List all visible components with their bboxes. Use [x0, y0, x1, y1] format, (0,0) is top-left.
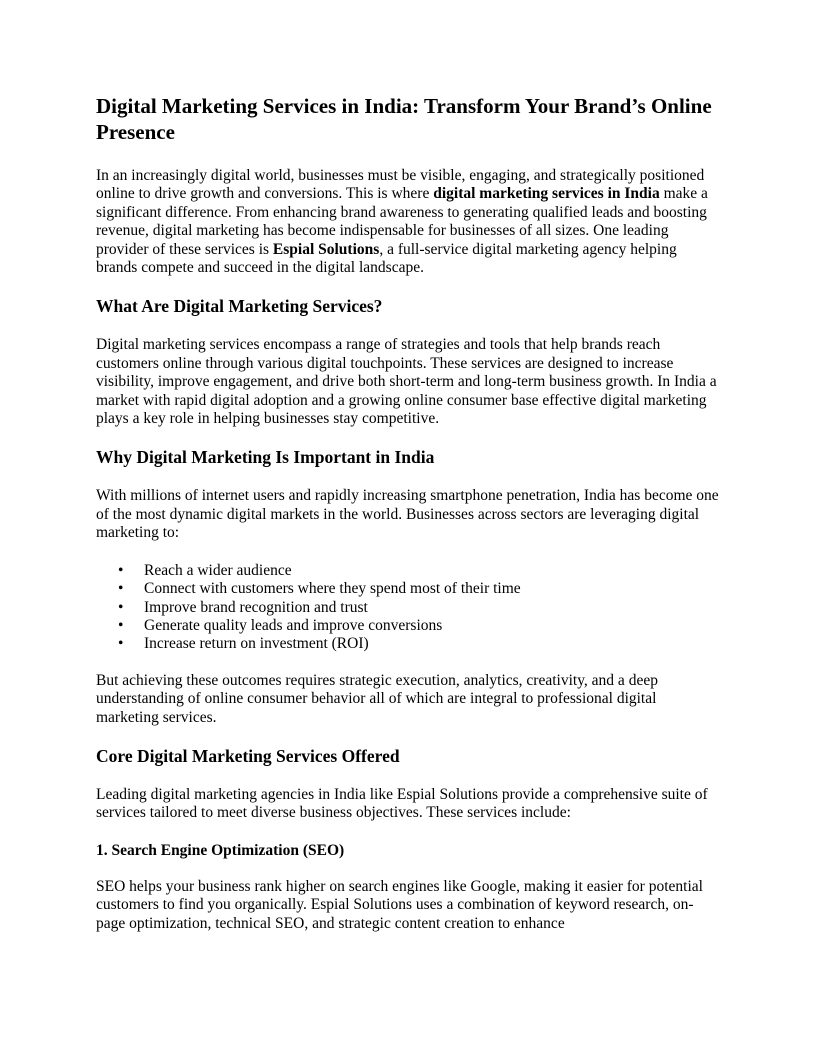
section-paragraph-closing: But achieving these outcomes requires strategic execution, analytics, creativity, and a deep understanding of online consumer behavior all of which are integral to professional digital marketing services.	[96, 671, 658, 726]
intro-bold-keyword: digital marketing services in India	[433, 185, 660, 203]
section-heading-core-services: Core Digital Marketing Services Offered	[96, 745, 400, 766]
bullet-icon: •	[118, 616, 124, 634]
list-item-text: Increase return on investment (ROI)	[144, 635, 369, 653]
subsection-paragraph-seo: SEO helps your business rank higher on search engines like Google, making it easier for potential customers to find you organically. Espial Solutions uses a combination of keyword research, on-page optimization, technical SEO, and strategic content creation to enhance	[96, 877, 703, 932]
bullet-icon: •	[118, 598, 124, 616]
list-item	[96, 617, 720, 635]
list-item-text: Improve brand recognition and trust	[144, 598, 368, 616]
intro-text-2: make a significant difference. From enhancing brand awareness to generating qualified leads and boosting revenue, digital marketing has become indispensable for businesses of all sizes. One leading provider of these services is	[96, 185, 708, 258]
section-heading-why-important: Why Digital Marketing Is Important in India	[96, 447, 435, 468]
section-paragraph-core-services: Leading digital marketing agencies in India like Espial Solutions provide a comprehensive suite of services tailored to meet diverse business objectives. These services include:	[96, 785, 708, 822]
bullet-icon: •	[118, 635, 124, 653]
list-item	[96, 635, 720, 653]
bullet-icon: •	[118, 561, 124, 579]
list-item-text: Generate quality leads and improve conversions	[144, 616, 443, 634]
list-item-text: Connect with customers where they spend most of their time	[144, 580, 521, 598]
intro-text-1: In an increasingly digital world, businesses must be visible, engaging, and strategically positioned online to drive growth and conversions. This is where	[96, 167, 705, 203]
section-paragraph-why-important: With millions of internet users and rapidly increasing smartphone penetration, India has become one of the most dynamic digital markets in the world. Businesses across sectors are leveraging digital marketing to:	[96, 487, 719, 542]
list-item-text: Reach a wider audience	[144, 561, 292, 579]
list-item	[96, 580, 720, 598]
intro-text-3: , a full-service digital marketing agency helping brands compete and succeed in the digital landscape.	[96, 240, 677, 277]
benefits-list	[96, 562, 720, 654]
page-title: Digital Marketing Services in India: Transform Your Brand’s Online Presence	[96, 94, 712, 144]
document-page	[96, 93, 720, 952]
section-heading-what-are: What Are Digital Marketing Services?	[96, 296, 383, 317]
intro-paragraph	[96, 167, 720, 277]
bullet-icon: •	[118, 580, 124, 598]
subsection-heading-seo: 1. Search Engine Optimization (SEO)	[96, 841, 345, 859]
section-paragraph-what-are: Digital marketing services encompass a range of strategies and tools that help brands reach customers online through various digital touchpoints. These services are designed to increase visibility, improve engagement, and drive both short-term and long-term business growth. In India a market with rapid digital adoption and a growing online consumer base effective digital marketing plays a key role in helping businesses stay competitive.	[96, 336, 717, 428]
list-item	[96, 562, 720, 580]
intro-bold-company: Espial Solutions	[272, 240, 380, 258]
list-item	[96, 599, 720, 617]
